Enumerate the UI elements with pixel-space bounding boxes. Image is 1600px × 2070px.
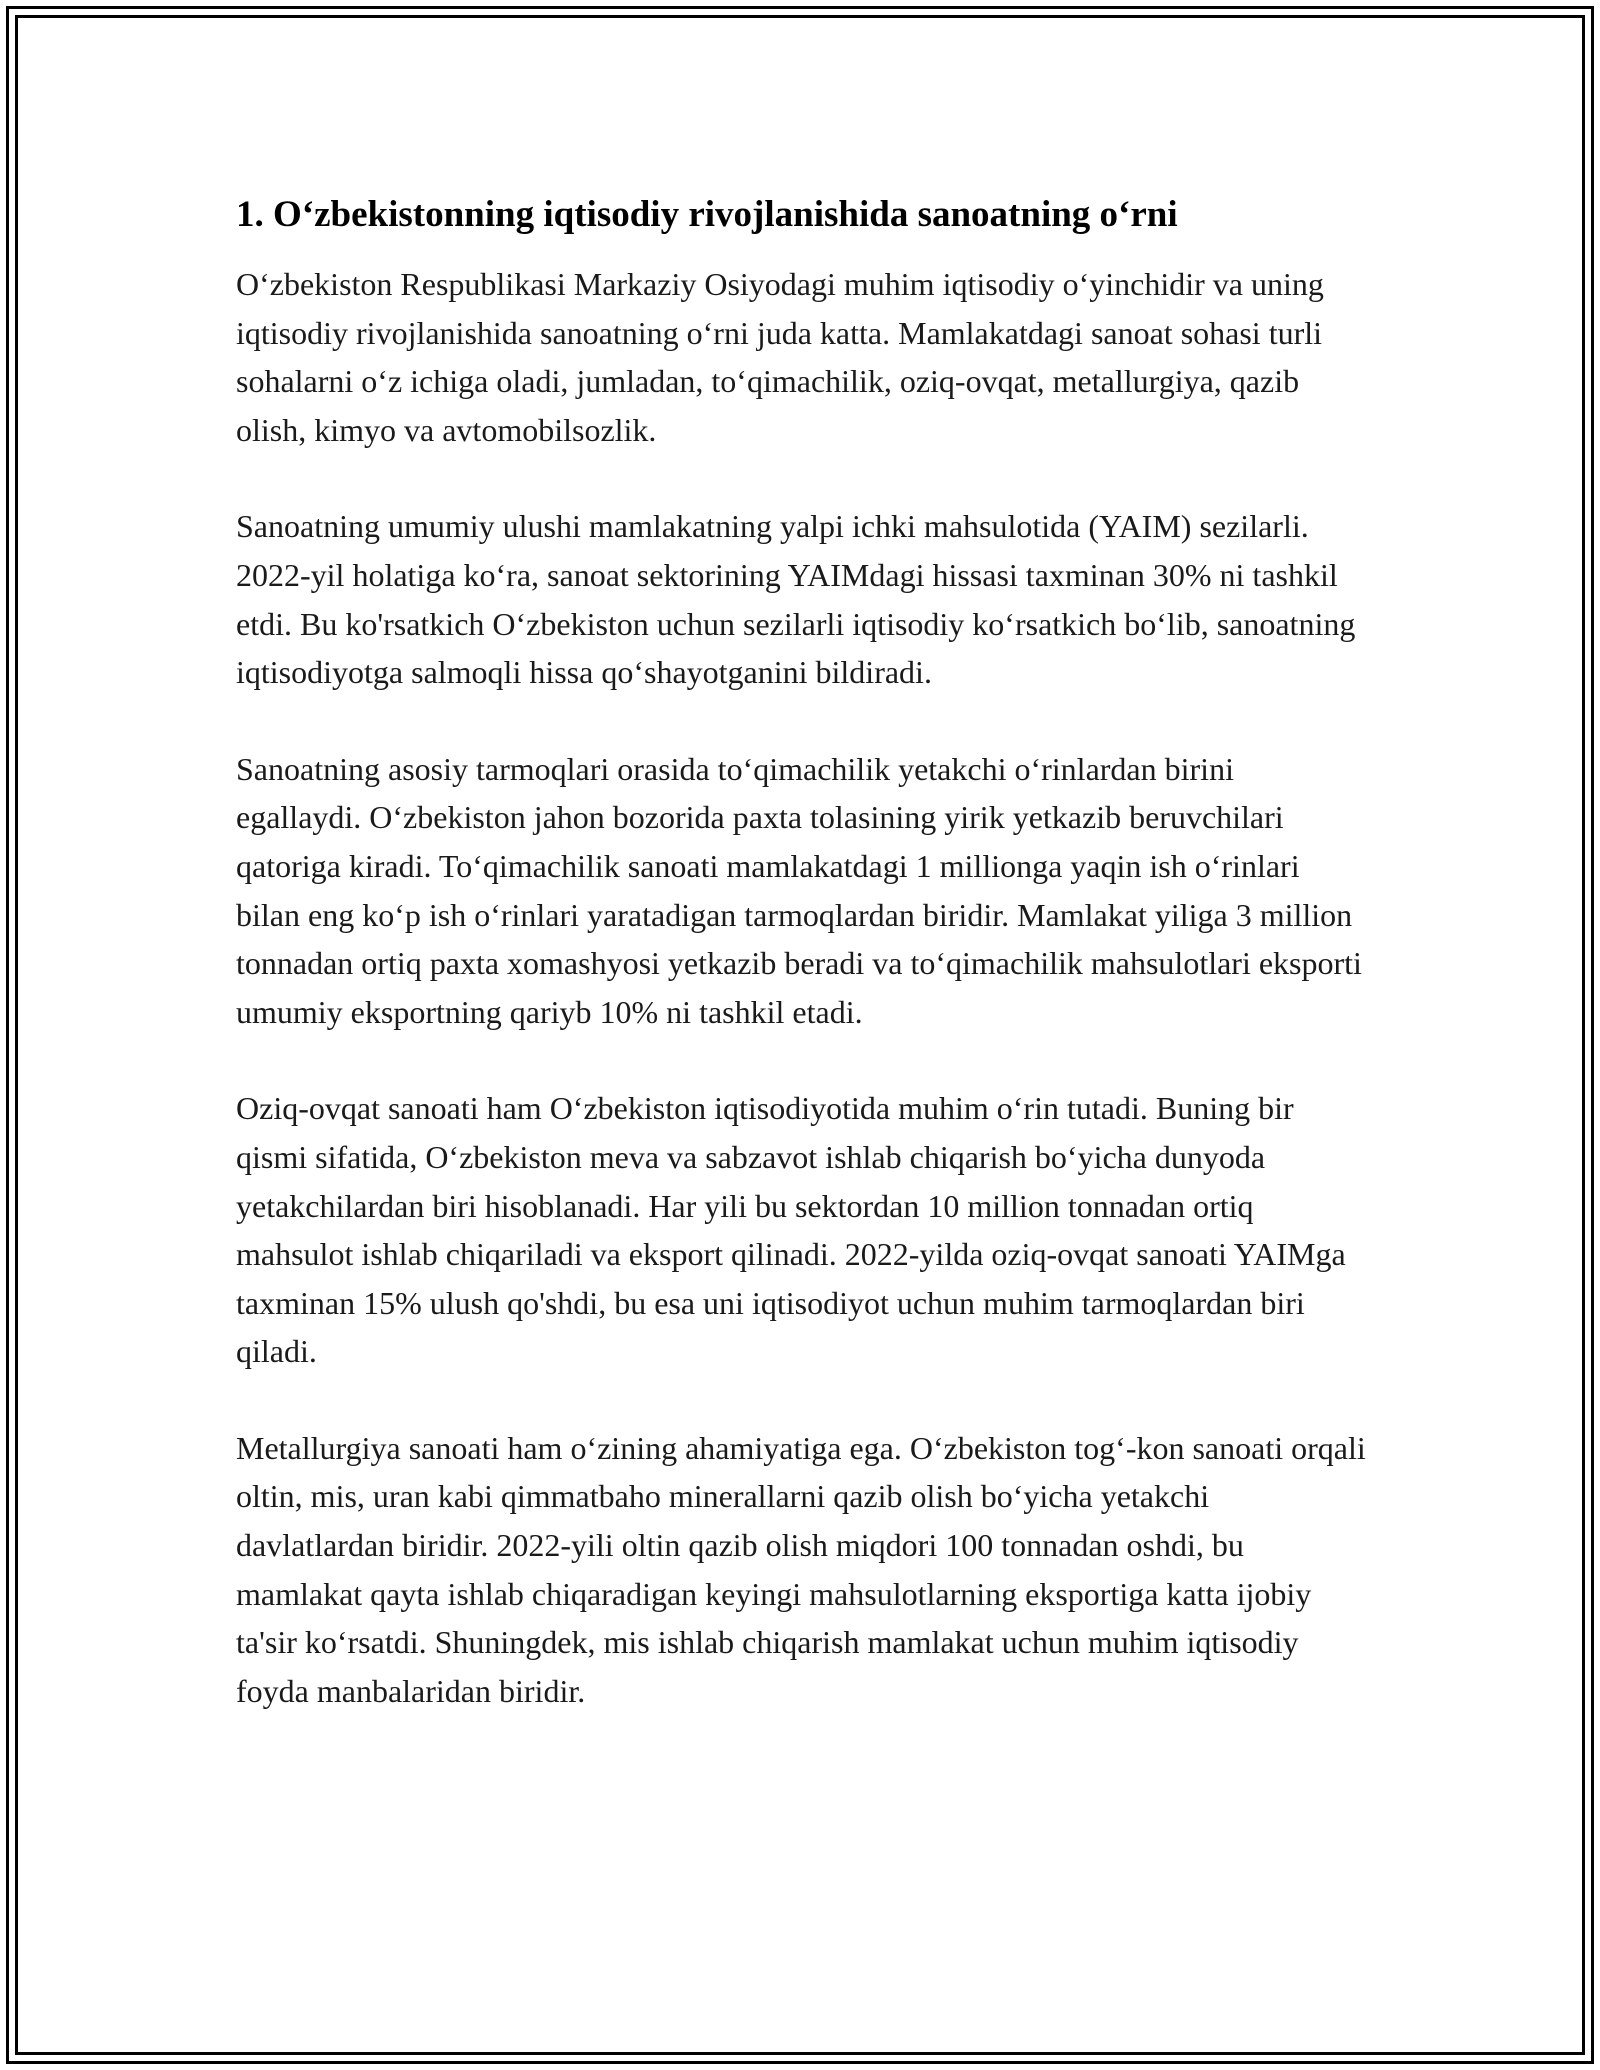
paragraph-gdp-share: Sanoatning umumiy ulushi mamlakatning yalpi ichki mahsulotida (YAIM) sezilarli. 2022-yil holatiga ko‘ra, sanoat sektorining YAIMdagi hissasi taxminan 30% ni tashkil etdi. Bu ko'rsatkich O‘zbekiston uchun sezilarli iqtisodiy ko‘rsatkich bo‘lib, sanoatning iqtisodiyotga salmoqli hissa qo‘shayotganini bildiradi. (236, 508, 1356, 691)
paragraph-textile: Sanoatning asosiy tarmoqlari orasida to‘qimachilik yetakchi o‘rinlardan birini egallaydi. O‘zbekiston jahon bozorida paxta tolasining yirik yetkazib beruvchilari qatoriga kiradi. To‘qimachilik sanoati mamlakatdagi 1 millionga yaqin ish o‘rinlari bilan eng ko‘p ish o‘rinlari yaratadigan tarmoqlardan biridir. Mamlakat yiliga 3 million tonnadan ortiq paxta xomashyosi yetkazib beradi va to‘qimachilik mahsulotlari eksporti umumiy eksportning qariyb 10% ni tashkil etadi. (236, 750, 1362, 1030)
document-body (236, 188, 1366, 1763)
paragraph-intro: O‘zbekiston Respublikasi Markaziy Osiyodagi muhim iqtisodiy o‘yinchidir va uning iqtisodiy rivojlanishida sanoatning o‘rni juda katta. Mamlakatdagi sanoat sohasi turli sohalarni o‘z ichiga oladi, jumladan, to‘qimachilik, oziq-ovqat, metallurgiya, qazib olish, kimyo va avtomobilsozlik. (236, 266, 1324, 448)
paragraph-metallurgy: Metallurgiya sanoati ham o‘zining ahamiyatiga ega. O‘zbekiston tog‘-kon sanoati orqali oltin, mis, uran kabi qimmatbaho minerallarni qazib olish bo‘yicha yetakchi davlatlardan biridir. 2022-yili oltin qazib olish miqdori 100 tonnadan oshdi, bu mamlakat qayta ishlab chiqaradigan keyingi mahsulotlarning eksportiga katta ijobiy ta'sir ko‘rsatdi. Shuningdek, mis ishlab chiqarish mamlakat uchun muhim iqtisodiy foyda manbalaridan biridir. (236, 1429, 1366, 1709)
paragraph-food-industry: Oziq-ovqat sanoati ham O‘zbekiston iqtisodiyotida muhim o‘rin tutadi. Buning bir qismi sifatida, O‘zbekiston meva va sabzavot ishlab chiqarish bo‘yicha dunyoda yetakchilardan biri hisoblanadi. Har yili bu sektordan 10 million tonnadan ortiq mahsulot ishlab chiqariladi va eksport qilinadi. 2022-yilda oziq-ovqat sanoati YAIMga taxminan 15% ulush qo'shdi, bu esa uni iqtisodiyot uchun muhim tarmoqlardan biri qiladi. (236, 1090, 1346, 1370)
section-heading: 1. O‘zbekistonning iqtisodiy rivojlanishida sanoatning o‘rni (236, 194, 1178, 235)
